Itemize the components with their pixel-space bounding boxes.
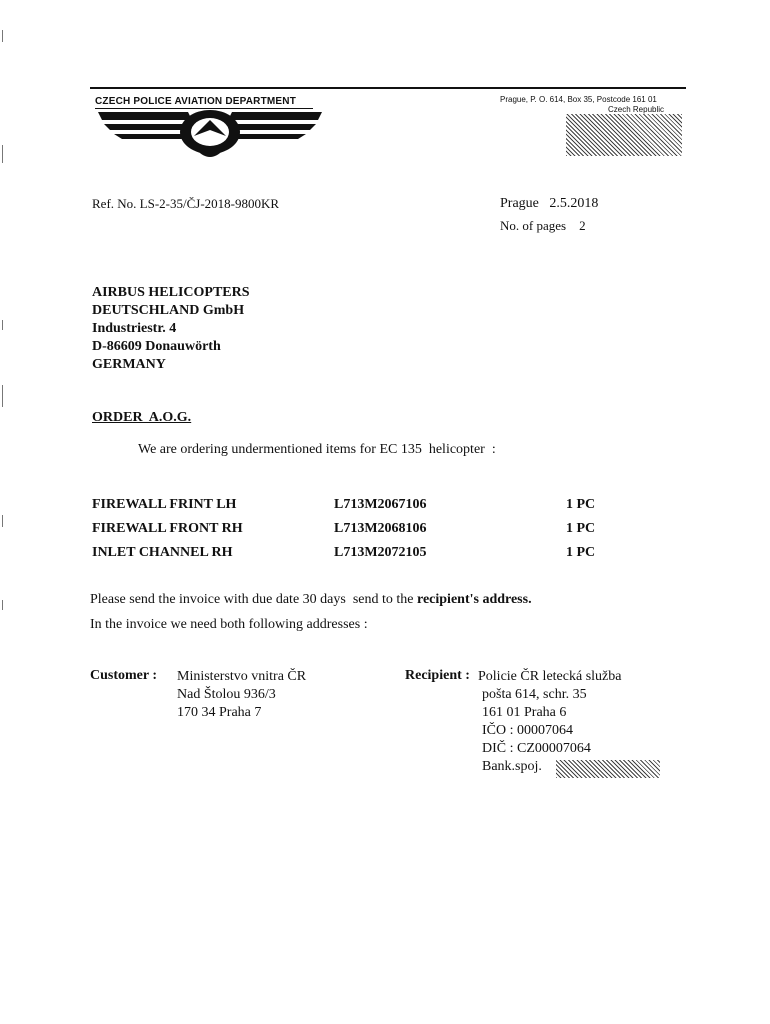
- department-name: CZECH POLICE AVIATION DEPARTMENT: [95, 96, 297, 107]
- recipient-address-emphasis: recipient's address.: [416, 592, 532, 607]
- customer-label: Customer :: [90, 668, 158, 683]
- addressee-line: D-86609 Donauwörth: [92, 339, 221, 354]
- recipient-label: Recipient :: [405, 668, 470, 683]
- recipient-line: 161 01 Praha 6: [482, 705, 567, 720]
- item-part-number: L713M2072105: [334, 545, 427, 560]
- redacted-bank-account: [556, 760, 660, 778]
- order-item-row: [92, 497, 612, 517]
- recipient-line: IČO : 00007064: [482, 723, 573, 738]
- order-intro: We are ordering undermentioned items for EC 135 helicopter :: [138, 442, 496, 457]
- redacted-qr-block: [566, 114, 682, 156]
- place-date: Prague 2.5.2018: [500, 196, 599, 211]
- item-name: FIREWALL FRONT RH: [92, 521, 243, 536]
- header-address-line2: Czech Republic: [608, 105, 665, 114]
- order-heading: ORDER A.O.G.: [92, 410, 192, 425]
- scan-mark: [2, 385, 3, 407]
- invoice-instruction: [90, 592, 532, 608]
- scan-mark: [2, 600, 3, 610]
- scan-mark: [2, 320, 3, 330]
- reference-number: Ref. No. LS-2-35/ČJ-2018-9800KR: [92, 196, 280, 211]
- scan-mark: [2, 515, 3, 527]
- recipient-line: Policie ČR letecká služba: [478, 669, 622, 684]
- scan-mark: [2, 30, 3, 42]
- item-quantity: 1 PC: [566, 545, 596, 560]
- recipient-line: Bank.spoj.: [482, 759, 542, 774]
- addressee-block: [92, 284, 250, 374]
- item-part-number: L713M2068106: [334, 521, 427, 536]
- addressee-line: GERMANY: [92, 357, 166, 372]
- addressee-line: AIRBUS HELICOPTERS: [92, 285, 250, 300]
- header-address-line1: Prague, P. O. 614, Box 35, Postcode 161 01: [500, 95, 657, 104]
- header-rule: [90, 87, 686, 89]
- recipient-line: pošta 614, schr. 35: [482, 687, 587, 702]
- police-wings-logo: [96, 106, 324, 164]
- instruction-text: Please send the invoice with due date 30 days send to the: [90, 592, 417, 607]
- customer-line: Nad Štolou 936/3: [177, 687, 276, 702]
- customer-line: Ministerstvo vnitra ČR: [177, 669, 307, 684]
- item-part-number: L713M2067106: [334, 497, 427, 512]
- addressee-line: Industriestr. 4: [92, 321, 177, 336]
- addressee-line: DEUTSCHLAND GmbH: [92, 303, 245, 318]
- customer-line: 170 34 Praha 7: [177, 705, 262, 720]
- item-quantity: 1 PC: [566, 521, 596, 536]
- item-quantity: 1 PC: [566, 497, 596, 512]
- order-item-row: [92, 521, 612, 541]
- page-count: No. of pages 2: [500, 218, 586, 233]
- item-name: INLET CHANNEL RH: [92, 545, 233, 560]
- recipient-line: DIČ : CZ00007064: [482, 741, 591, 756]
- customer-address: [177, 668, 306, 722]
- order-item-row: [92, 545, 612, 565]
- item-name: FIREWALL FRINT LH: [92, 497, 237, 512]
- scan-mark: [2, 145, 3, 163]
- invoice-instruction-line2: In the invoice we need both following addresses :: [90, 617, 368, 632]
